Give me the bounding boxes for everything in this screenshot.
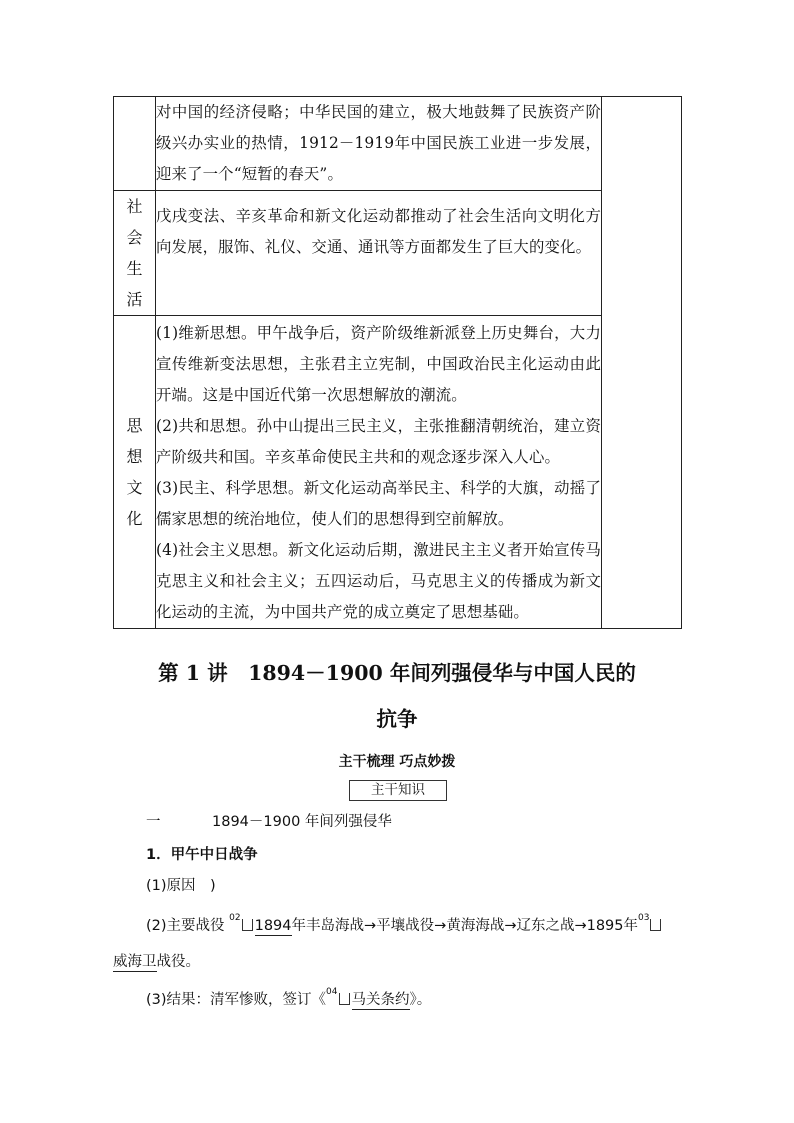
thought-paragraph: (3)民主、科学思想。新文化运动高举民主、科学的大旗，动摇了儒家思想的统治地位，使人们的思想得到空前解放。 (156, 479, 601, 528)
social-life-text (156, 191, 602, 316)
result-prefix: (3)结果：清军惨败，签订《 (146, 992, 327, 1008)
row-label-economy (114, 97, 156, 191)
table-row (114, 97, 682, 191)
blank-number: 04 (326, 987, 338, 997)
thought-paragraph: (1)维新思想。甲午战争后，资产阶级维新派登上历史舞台，大力宣传维新变法思想，主张君主立宪制，中国政治民主化运动由此开端。这是中国近代第一次思想解放的潮流。 (156, 324, 601, 404)
section-number: 一 (146, 814, 161, 830)
section-heading: 1894－1900 年间列强侵华 (212, 814, 392, 830)
battles-line-cont (113, 950, 200, 971)
label-char: 会 (126, 228, 143, 247)
section-subtitle: 主干梳理 巧点妙拨 (338, 754, 456, 770)
item-heading: 1．甲午中日战争 (146, 847, 258, 863)
lecture-title-line1: 第 1 讲 1894－1900 年间列强侵华与中国人民的 (158, 661, 636, 685)
battles-line (146, 914, 663, 935)
thought-paragraph: (4)社会主义思想。新文化运动后期，激进民主主义者开始宣传马克思主义和社会主义；五四运动后，马克思主义的传播成为新文化运动的主流，为中国共产党的成立奠定了思想基础。 (156, 541, 601, 621)
history-summary-table (113, 96, 682, 629)
economy-paragraph: 对中国的经济侵略；中华民国的建立，极大地鼓舞了民族资产阶级兴办实业的热情，1912－1919年中国民族工业进一步发展，迎来了一个“短暂的春天”。 (156, 103, 601, 183)
table-row (114, 316, 682, 629)
social-life-paragraph: 戊戌变法、辛亥革命和新文化运动都推动了社会生活向文明化方向发展，服饰、礼仪、交通、通讯等方面都发生了巨大的变化。 (156, 207, 601, 256)
battles-suffix: 战役。 (156, 954, 200, 970)
fill-blank-answer: 1894 (254, 918, 292, 934)
fill-blank-icon (339, 993, 350, 1005)
thought-paragraph: (2)共和思想。孙中山提出三民主义，主张推翻清朝统治，建立资产阶级共和国。辛亥革命使民主共和的观念逐步深入人心。 (156, 417, 601, 466)
label-char: 思 (126, 416, 143, 435)
table-row (114, 191, 682, 316)
battles-sequence: 年丰岛海战→平壤战役→黄海海战→辽东之战→1895年 (291, 918, 639, 934)
cause-line: (1)原因 ) (146, 878, 216, 894)
thought-culture-text (156, 316, 602, 629)
row-label-social-life (114, 191, 156, 316)
label-char: 化 (126, 509, 143, 528)
fill-blank-icon (650, 919, 661, 931)
label-char: 想 (126, 447, 143, 466)
battles-prefix: (2)主要战役 (146, 918, 225, 934)
fill-blank-answer: 威海卫 (113, 954, 157, 970)
label-char: 活 (126, 290, 143, 309)
economy-text (156, 97, 602, 191)
blank-number: 02 (229, 913, 241, 923)
row-label-thought-culture (114, 316, 156, 629)
notes-column (602, 97, 682, 629)
fill-blank-answer: 马关条约 (351, 992, 410, 1008)
blank-number: 03 (638, 913, 650, 923)
label-char: 社 (126, 197, 143, 216)
result-suffix: 》。 (409, 992, 432, 1008)
fill-blank-icon (242, 919, 253, 931)
lecture-title-line2: 抗争 (376, 707, 418, 731)
label-char: 文 (126, 478, 143, 497)
label-char: 生 (126, 259, 143, 278)
result-line (146, 988, 431, 1009)
main-knowledge-box: 主干知识 (349, 780, 447, 801)
